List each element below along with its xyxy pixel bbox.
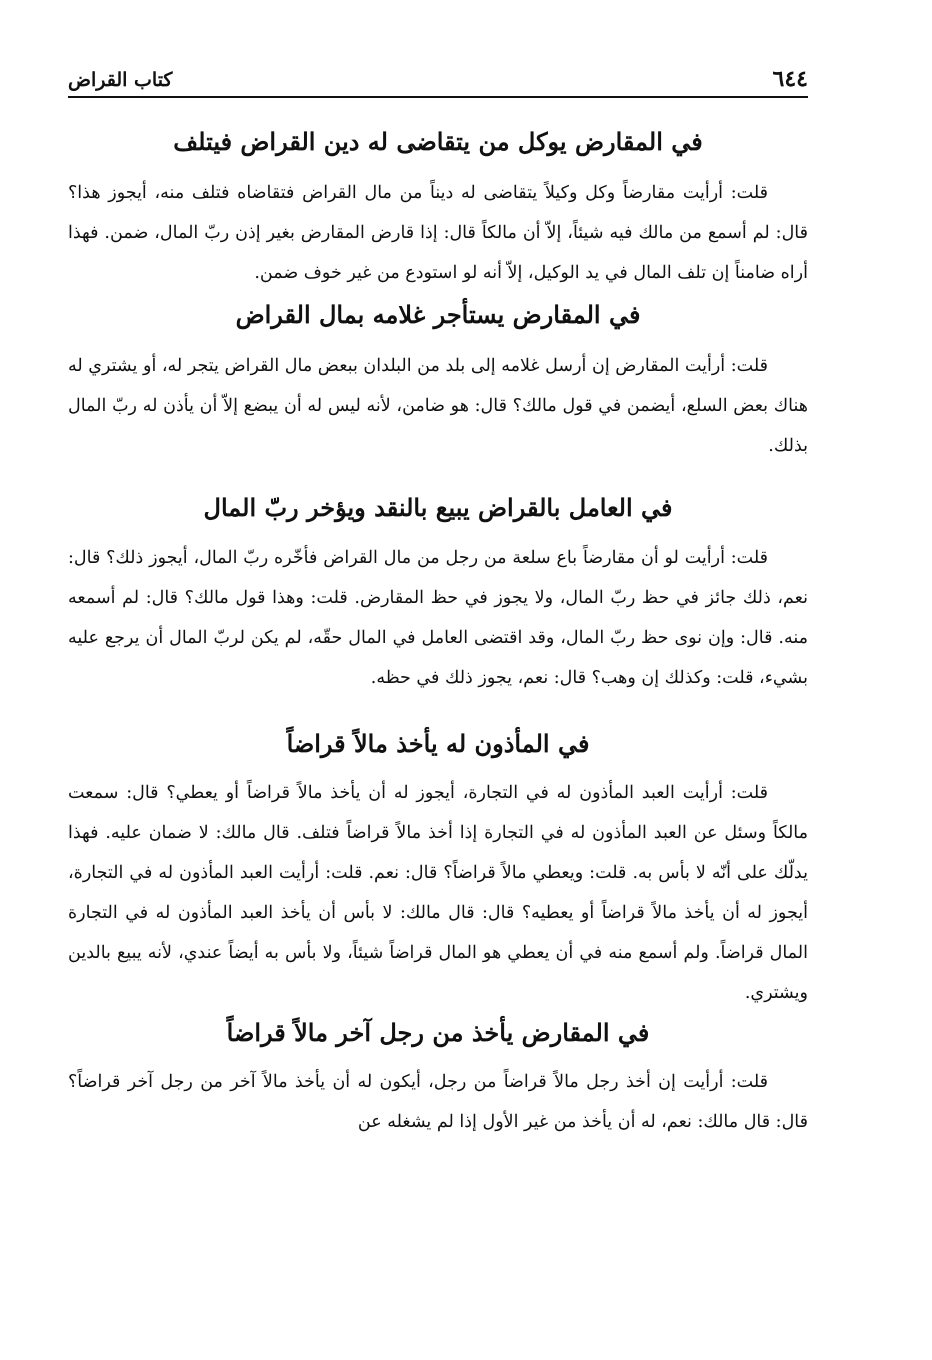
- paragraph-text: قلت: أرأيت لو أن مقارضاً باع سلعة من رجل من مال القراض فأخّره ربّ المال، أيجوز ذلك؟ قال: نعم، ذلك جائز في حظ ربّ المال، ولا يجوز في حظ المقارض. قلت: وهذا قول مالك؟ قال: لم أسمعه منه. قال: وإن نوى حظ ربّ المال، وقد اقتضى العامل في المال حقّه، لم يكن لربّ المال أن يرجع عليه بشيء، قلت: وكذلك إن وهب؟ قال: نعم، يجوز ذلك في حظه.: [68, 547, 808, 688]
- paragraph-sells-for-cash: [68, 538, 808, 698]
- section-title-authorized-slave: في المأذون له يأخذ مالاً قراضاً: [286, 728, 590, 758]
- paragraph-takes-from-another: [68, 1062, 808, 1142]
- paragraph-hires-servant: [68, 346, 808, 466]
- paragraph-text: قلت: أرأيت إن أخذ رجل مالاً قراضاً من رجل، أيكون له أن يأخذ مالاً آخر من رجل آخر قراضاً؟ قال: قال مالك: نعم، له أن يأخذ من غير الأول إذا لم يشغله عن: [68, 1071, 808, 1132]
- paragraph-text: قلت: أرأيت مقارضاً وكل وكيلاً يتقاضى له ديناً من مال القراض فتقاضاه فتلف منه، أيجوز هذا؟ قال: لم أسمع من مالك فيه شيئاً، إلاّ أن مالكاً قال: إذا قارض المقارض بغير إذن ربّ المال، ضمن. فهذا أراه ضامناً إن تلف المال في يد الوكيل، إلاّ أنه لو استودع من غير خوف ضمن.: [68, 183, 808, 284]
- book-title: كتاب القراض: [68, 69, 173, 91]
- paragraph-authorized-slave: [68, 773, 808, 1013]
- section-title-sells-for-cash: في العامل بالقراض يبيع بالنقد ويؤخر ربّ المال: [203, 493, 673, 523]
- section-title-takes-from-another: في المقارض يأخذ من رجل آخر مالاً قراضاً: [226, 1017, 650, 1047]
- paragraph-text: قلت: أرأيت العبد المأذون له في التجارة، أيجوز له أن يأخذ مالاً قراضاً أو يعطي؟ قال: سمعت مالكاً وسئل عن العبد المأذون له في التجارة إذا أخذ مالاً قراضاً فتلف. قال مالك: لا ضمان عليه. فهذا يدلّك على أنّه لا بأس به. قلت: ويعطي مالاً قراضاً؟ قال: نعم. قلت: أرأيت العبد المأذون له في التجارة، أيجوز له أن يأخذ مالاً قراضاً أو يعطيه؟ قال: قال مالك: لا بأس أن يأخذ العبد المأذون له في التجارة المال قراضاً. ولم أسمع منه في أن يعطي هو المال قراضاً شيئاً، ولا بأس به أيضاً عندي، لأنه يبيع بالدين ويشتري.: [68, 782, 808, 1003]
- paragraph-text: قلت: أرأيت المقارض إن أرسل غلامه إلى بلد من البلدان ببعض مال القراض يتجر له، أو يشتري له هناك بعض السلع، أيضمن في قول مالك؟ قال: هو ضامن، لأنه ليس له أن يبضع إلاّ أن يأذن له ربّ المال بذلك.: [68, 356, 808, 457]
- section-title-hires-servant: في المقارض يستأجر غلامه بمال القراض: [235, 300, 641, 330]
- running-header: [68, 60, 808, 98]
- page-number: ٦٤٤: [772, 66, 808, 92]
- paragraph-agent-collects-debt: [68, 173, 808, 293]
- book-page: [68, 60, 808, 1350]
- section-title-agent-collects-debt: في المقارض يوكل من يتقاضى له دين القراض فيتلف: [173, 127, 703, 156]
